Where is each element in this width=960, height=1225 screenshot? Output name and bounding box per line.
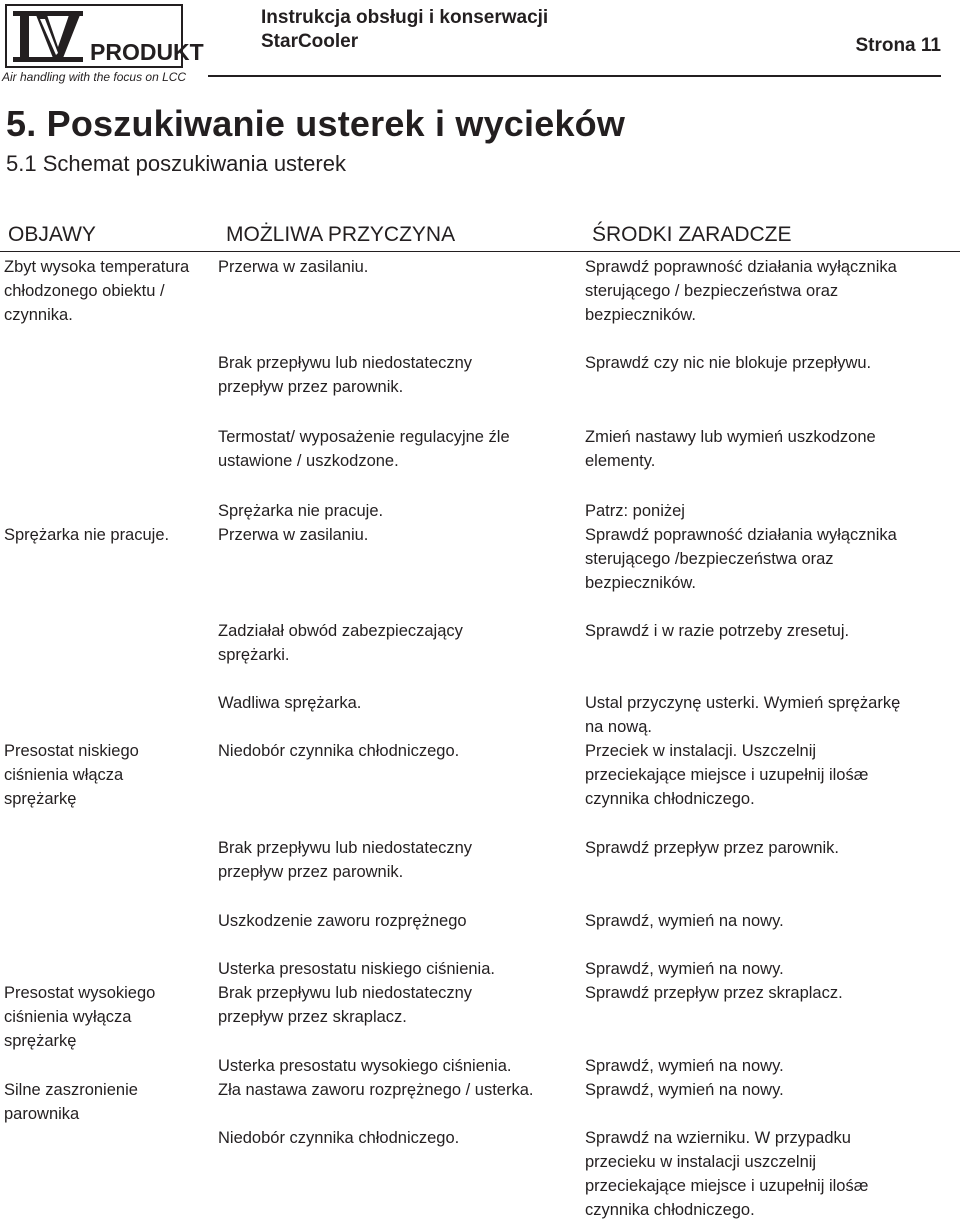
remedy-cell: Sprawdź i w razie potrzeby zresetuj. [585,622,850,640]
remedy-cell: Sprawdź przepływ przez skraplacz. [585,984,843,1002]
cause-cell: Brak przepływu lub niedostateczny przepływ przez skraplacz. [218,984,473,1026]
column-header-symptoms: OBJAWY [8,223,96,246]
remedy-cell: Sprawdź na wzierniku. W przypadku przecieku w instalacji uszczelnij przeciekające miejsce i uzupełnij ilośæ czynnika chłodniczego. [585,1129,869,1219]
remedy-cell: Sprawdź, wymień na nowy. [585,912,784,930]
cause-cell: Niedobór czynnika chłodniczego. [218,1129,460,1147]
remedy-cell: Sprawdź czy nic nie blokuje przepływu. [585,354,872,372]
symptom-cell: Presostat niskiego ciśnienia włącza sprężarkę [4,742,139,808]
header-divider [208,75,941,77]
remedy-cell: Sprawdź, wymień na nowy. [585,1081,784,1099]
remedy-cell: Sprawdź, wymień na nowy. [585,1057,784,1075]
column-header-cause: MOŻLIWA PRZYCZYNA [226,223,456,246]
cause-cell: Zadziałał obwód zabezpieczający sprężarki. [218,622,463,664]
remedy-cell: Przeciek w instalacji. Uszczelnij przeciekające miejsce i uzupełnij ilośæ czynnika chłodniczego. [585,742,869,808]
cause-cell: Usterka presostatu niskiego ciśnienia. [218,960,495,978]
symptom-cell: Presostat wysokiego ciśnienia wyłącza sprężarkę [4,984,156,1050]
cause-cell: Niedobór czynnika chłodniczego. [218,742,460,760]
product-name: StarCooler [261,31,359,52]
remedy-cell: Sprawdź poprawność działania wyłącznika sterującego /bezpieczeństwa oraz bezpieczników. [585,526,897,592]
remedy-cell: Sprawdź, wymień na nowy. [585,960,784,978]
cause-cell: Przerwa w zasilaniu. [218,258,369,276]
cause-cell: Przerwa w zasilaniu. [218,526,369,544]
logo-tagline: Air handling with the focus on LCC [2,70,187,84]
document-title [261,6,548,54]
remedy-cell: Sprawdź przepływ przez parownik. [585,839,840,857]
cause-cell: Uszkodzenie zaworu rozprężnego [218,912,467,930]
cause-cell: Brak przepływu lub niedostateczny przepływ przez parownik. [218,354,473,396]
remedy-cell: Sprawdź poprawność działania wyłącznika sterującego / bezpieczeństwa oraz bezpieczników. [585,258,897,324]
remedy-cell: Patrz: poniżej [585,502,685,520]
column-header-remedy: ŚRODKI ZARADCZE [592,223,792,246]
remedy-cell: Ustal przyczynę usterki. Wymień sprężarkę na nową. [585,694,901,736]
logo-mark [4,3,204,69]
table-header-divider [0,251,960,252]
symptom-cell: Silne zaszronienie parownika [4,1081,138,1123]
subsection-title: 5.1 Schemat poszukiwania usterek [6,151,346,176]
section-title: 5. Poszukiwanie usterek i wycieków [6,103,626,144]
svg-text:PRODUKT: PRODUKT [90,39,204,65]
page-number: Strona 11 [855,35,941,56]
cause-cell: Termostat/ wyposażenie regulacyjne źle ustawione / uszkodzone. [218,428,510,470]
cause-cell: Brak przepływu lub niedostateczny przepływ przez parownik. [218,839,473,881]
document-title-line: Instrukcja obsługi i konserwacji [261,7,549,28]
cause-cell: Zła nastawa zaworu rozprężnego / usterka. [218,1081,534,1099]
cause-cell: Wadliwa sprężarka. [218,694,362,712]
symptom-cell: Sprężarka nie pracuje. [4,526,170,544]
cause-cell: Usterka presostatu wysokiego ciśnienia. [218,1057,512,1075]
remedy-cell: Zmień nastawy lub wymień uszkodzone elementy. [585,428,876,470]
cause-cell: Sprężarka nie pracuje. [218,502,384,520]
symptom-cell: Zbyt wysoka temperatura chłodzonego obiektu / czynnika. [4,258,190,324]
